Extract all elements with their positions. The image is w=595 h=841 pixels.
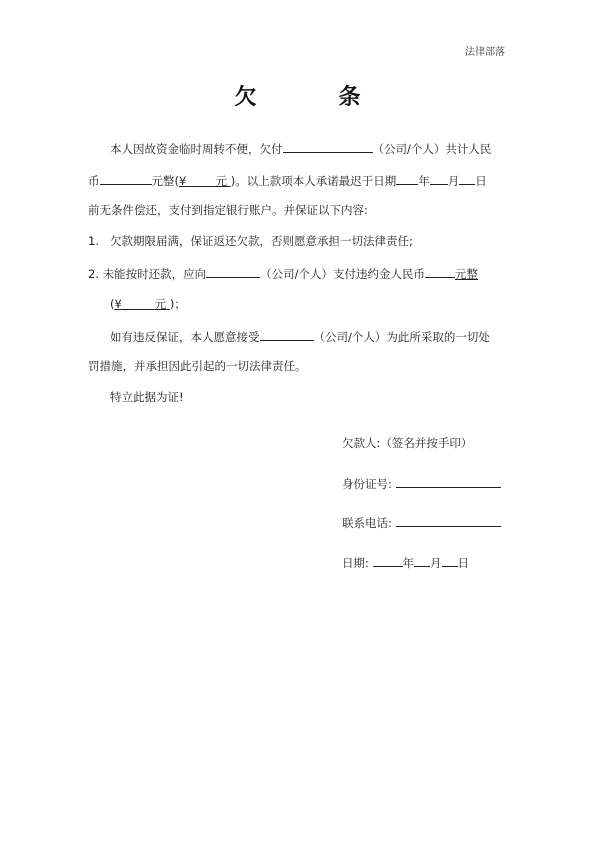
text-segment: 本人因故资金临时周转不便，欠付	[110, 142, 283, 156]
paragraph-line-4	[88, 327, 508, 345]
sign-year-blank[interactable]	[373, 553, 403, 567]
paragraph-line-6: 特立此据为证!	[110, 390, 184, 404]
paragraph-line-1	[88, 139, 508, 157]
day-char: 日	[457, 556, 470, 570]
sign-day-blank[interactable]	[442, 553, 458, 567]
penalty-number-field[interactable]: ¥ 元	[114, 297, 167, 311]
date-row	[342, 553, 469, 571]
list-item-2	[88, 264, 508, 282]
text-segment: （公司/个人）共计人民	[372, 142, 492, 156]
year-char: 年	[402, 556, 415, 570]
id-number-row	[342, 475, 501, 492]
penalty-payee-blank[interactable]	[206, 264, 260, 278]
text-segment: 元整(	[151, 174, 179, 188]
penalty-amount-blank[interactable]	[425, 264, 455, 278]
list-item-1	[88, 233, 508, 249]
list-number: 1.	[88, 234, 99, 248]
text-segment: (	[110, 297, 115, 311]
paragraph-line-2	[88, 171, 508, 189]
paragraph-line-5: 罚措施，并承担因此引起的一切法律责任。	[88, 359, 307, 373]
phone-blank[interactable]	[396, 514, 501, 527]
document-title: 欠 条	[234, 85, 391, 110]
text-segment: 月	[447, 174, 460, 188]
due-year-blank[interactable]	[396, 171, 418, 185]
phone-label: 联系电话:	[342, 516, 392, 530]
debtor-signature: 欠款人:（签名并按手印）	[342, 436, 473, 450]
due-day-blank[interactable]	[459, 171, 475, 185]
creditor-blank[interactable]	[283, 139, 373, 153]
header-tag: 法律部落	[465, 47, 505, 58]
list-text: 欠款期限届满，保证返还欠款，否则愿意承担一切法律责任;	[109, 234, 413, 248]
text-segment: 币	[88, 174, 100, 188]
text-segment: 如有违反保证，本人愿意接受	[110, 330, 260, 344]
month-char: 月	[430, 556, 442, 570]
id-number-blank[interactable]	[396, 475, 501, 488]
id-number-label: 身份证号:	[342, 477, 392, 491]
text-segment: 年	[418, 174, 430, 188]
text-segment: 日	[475, 174, 487, 188]
text-segment: )。以上款项本人承诺最迟于日期	[230, 174, 397, 188]
text-segment: 元整	[455, 267, 479, 281]
text-segment: 2. 未能按时还款，应向	[88, 267, 207, 281]
list-item-2-continued	[88, 296, 508, 312]
date-label: 日期:	[342, 556, 369, 570]
paragraph-line-3: 前无条件偿还，支付到指定银行账户。并保证以下内容:	[88, 203, 368, 217]
text-segment: （公司/个人）支付违约金人民币	[260, 267, 426, 281]
text-segment: )；	[169, 297, 186, 311]
due-month-blank[interactable]	[430, 171, 448, 185]
sign-month-blank[interactable]	[414, 553, 430, 567]
amount-number-field[interactable]: ¥ 元	[179, 174, 228, 188]
enforcer-blank[interactable]	[260, 327, 314, 341]
amount-uppercase-blank[interactable]	[100, 171, 152, 185]
phone-row	[342, 514, 501, 531]
text-segment: （公司/个人）为此所采取的一切处	[313, 330, 490, 344]
